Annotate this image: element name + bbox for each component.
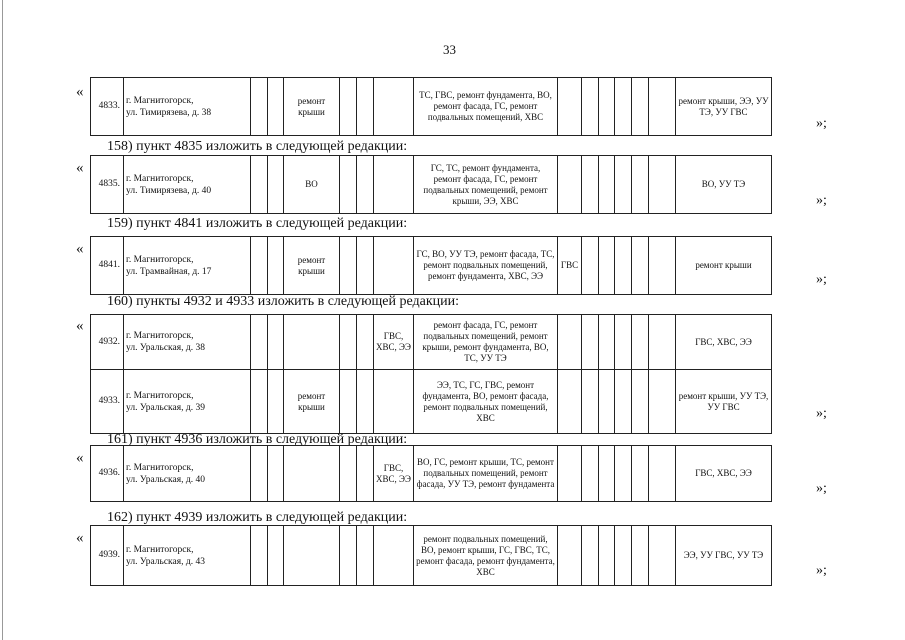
work-types-cell — [558, 446, 582, 502]
table-row — [91, 315, 772, 370]
address-street: ул. Трамвайная, д. 17 — [126, 266, 212, 277]
close-quote: »; — [816, 481, 827, 496]
address-city: г. Магнитогорск, — [126, 173, 194, 184]
empty-cell — [615, 237, 632, 295]
empty-cell — [599, 78, 615, 136]
address-street: ул. Уральская, д. 38 — [126, 343, 205, 353]
empty-cell — [357, 315, 374, 370]
address-cell — [124, 526, 251, 586]
amendment-heading: 160) пункты 4932 и 4933 изложить в следующей редакции: — [107, 294, 460, 309]
address-street: ул. Уральская, д. 43 — [126, 556, 205, 567]
empty-cell — [599, 237, 615, 295]
address-city: г. Магнитогорск, — [126, 95, 194, 106]
empty-cell — [268, 526, 284, 586]
table-row — [91, 370, 772, 434]
empty-cell — [582, 78, 599, 136]
work-types-cell: ГВС — [558, 237, 582, 295]
work-types-cell: ГС, ТС, ремонт фундамента, ремонт фасада, ГС, ремонт подвальных помещений, ремонт крыши, ЭЭ, ХВС — [414, 156, 558, 214]
empty-cell — [615, 315, 632, 370]
empty-cell — [649, 370, 676, 434]
empty-cell — [582, 446, 599, 502]
address-street: ул. Уральская, д. 39 — [126, 402, 205, 413]
empty-cell — [357, 370, 374, 434]
amendment-table — [90, 155, 772, 214]
empty-cell — [340, 156, 357, 214]
close-quote: »; — [816, 406, 827, 421]
open-quote: « — [76, 450, 84, 466]
empty-cell — [340, 315, 357, 370]
empty-cell — [251, 446, 268, 502]
empty-cell — [251, 78, 268, 136]
row-number: 4933. — [91, 370, 124, 434]
empty-cell — [340, 370, 357, 434]
work-types-cell: ремонт крыши — [284, 370, 340, 434]
page-edge-line — [2, 0, 3, 640]
address-cell — [124, 370, 251, 434]
work-types-cell — [374, 526, 414, 586]
empty-cell — [357, 446, 374, 502]
address-cell — [124, 237, 251, 295]
row-number: 4939. — [91, 526, 124, 586]
empty-cell — [268, 156, 284, 214]
amendment-heading: 159) пункт 4841 изложить в следующей редакции: — [107, 216, 408, 231]
work-types-cell: ГВС, ХВС, ЭЭ — [676, 315, 772, 370]
work-types-cell — [558, 156, 582, 214]
empty-cell — [340, 526, 357, 586]
row-number: 4835. — [91, 156, 124, 214]
empty-cell — [615, 446, 632, 502]
address-cell — [124, 78, 251, 136]
work-types-cell — [558, 78, 582, 136]
address-city: г. Магнитогорск, — [126, 544, 194, 555]
page-number: 33 — [443, 42, 456, 57]
address-cell — [124, 156, 251, 214]
work-types-cell: ремонт крыши, ЭЭ, УУ ТЭ, УУ ГВС — [676, 78, 772, 136]
empty-cell — [615, 78, 632, 136]
table-row — [91, 526, 772, 586]
amendment-table — [90, 314, 772, 434]
work-types-cell: ремонт крыши — [676, 237, 772, 295]
work-types-cell: ЭЭ, ТС, ГС, ГВС, ремонт фундамента, ВО, ремонт фасада, ремонт подвальных помещений, ХВС — [414, 370, 558, 434]
work-types-cell: ГВС, ХВС, ЭЭ — [676, 446, 772, 502]
empty-cell — [649, 315, 676, 370]
empty-cell — [615, 156, 632, 214]
row-number: 4841. — [91, 237, 124, 295]
empty-cell — [632, 315, 649, 370]
work-types-cell: ГВС, ХВС, ЭЭ — [374, 446, 414, 502]
work-types-cell — [374, 78, 414, 136]
table-row — [91, 156, 772, 214]
empty-cell — [340, 237, 357, 295]
empty-cell — [268, 78, 284, 136]
empty-cell — [632, 446, 649, 502]
amendment-table — [90, 77, 772, 136]
open-quote: « — [76, 84, 84, 100]
empty-cell — [357, 526, 374, 586]
open-quote: « — [76, 241, 84, 257]
work-types-cell: ремонт фасада, ГС, ремонт подвальных помещений, ремонт крыши, ремонт фундамента, ВО, ТС, УУ ТЭ — [414, 315, 558, 370]
row-number: 4833. — [91, 78, 124, 136]
empty-cell — [615, 526, 632, 586]
empty-cell — [599, 446, 615, 502]
work-types-cell — [374, 237, 414, 295]
empty-cell — [251, 156, 268, 214]
work-types-cell — [558, 526, 582, 586]
empty-cell — [649, 237, 676, 295]
empty-cell — [649, 156, 676, 214]
work-types-cell: ГВС, ХВС, ЭЭ — [374, 315, 414, 370]
empty-cell — [649, 446, 676, 502]
address-street: ул. Тимирязева, д. 40 — [126, 185, 212, 196]
empty-cell — [582, 237, 599, 295]
close-quote: »; — [816, 272, 827, 287]
amendment-heading: 162) пункт 4939 изложить в следующей редакции: — [107, 510, 408, 525]
empty-cell — [268, 237, 284, 295]
work-types-cell: ВО, ГС, ремонт крыши, ТС, ремонт подвальных помещений, ремонт фасада, УУ ТЭ, ремонт фундамента — [414, 446, 558, 502]
empty-cell — [599, 526, 615, 586]
work-types-cell: ремонт крыши, УУ ТЭ, УУ ГВС — [676, 370, 772, 434]
work-types-cell: ремонт крыши — [284, 78, 340, 136]
empty-cell — [357, 156, 374, 214]
amendment-table — [90, 445, 772, 502]
amendment-table — [90, 525, 772, 586]
address-city: г. Магнитогорск, — [126, 462, 194, 473]
work-types-cell — [558, 370, 582, 434]
work-types-cell: ЭЭ, УУ ГВС, УУ ТЭ — [676, 526, 772, 586]
table-row — [91, 446, 772, 502]
work-types-cell — [284, 526, 340, 586]
empty-cell — [251, 370, 268, 434]
empty-cell — [632, 237, 649, 295]
empty-cell — [340, 446, 357, 502]
work-types-cell: ТС, ГВС, ремонт фундамента, ВО, ремонт фасада, ГС, ремонт подвальных помещений, ХВС — [414, 78, 558, 136]
empty-cell — [599, 315, 615, 370]
address-city: г. Магнитогорск, — [126, 390, 194, 401]
empty-cell — [632, 526, 649, 586]
close-quote: »; — [816, 116, 827, 131]
amendment-heading: 158) пункт 4835 изложить в следующей редакции: — [107, 139, 408, 154]
empty-cell — [649, 78, 676, 136]
empty-cell — [268, 446, 284, 502]
empty-cell — [251, 315, 268, 370]
work-types-cell — [374, 156, 414, 214]
empty-cell — [357, 78, 374, 136]
empty-cell — [582, 526, 599, 586]
empty-cell — [649, 526, 676, 586]
empty-cell — [340, 78, 357, 136]
work-types-cell: ВО, УУ ТЭ — [676, 156, 772, 214]
address-street: ул. Уральская, д. 40 — [126, 474, 205, 485]
work-types-cell: ремонт подвальных помещений, ВО, ремонт крыши, ГС, ГВС, ТС, ремонт фасада, ремонт фундамента, ХВС — [414, 526, 558, 586]
work-types-cell — [558, 315, 582, 370]
empty-cell — [599, 370, 615, 434]
work-types-cell: ГС, ВО, УУ ТЭ, ремонт фасада, ТС, ремонт подвальных помещений, ремонт фундамента, ХВС, ЭЭ — [414, 237, 558, 295]
table-row — [91, 237, 772, 295]
row-number: 4936. — [91, 446, 124, 502]
address-city: г. Магнитогорск, — [126, 331, 194, 341]
work-types-cell — [374, 370, 414, 434]
empty-cell — [582, 315, 599, 370]
empty-cell — [632, 78, 649, 136]
row-number: 4932. — [91, 315, 124, 370]
address-cell — [124, 446, 251, 502]
work-types-cell — [284, 446, 340, 502]
empty-cell — [582, 370, 599, 434]
amendment-table — [90, 236, 772, 295]
empty-cell — [582, 156, 599, 214]
empty-cell — [632, 156, 649, 214]
empty-cell — [268, 315, 284, 370]
empty-cell — [632, 370, 649, 434]
work-types-cell — [284, 315, 340, 370]
close-quote: »; — [816, 563, 827, 578]
empty-cell — [357, 237, 374, 295]
empty-cell — [251, 237, 268, 295]
empty-cell — [615, 370, 632, 434]
work-types-cell: ВО — [284, 156, 340, 214]
open-quote: « — [76, 318, 84, 334]
address-city: г. Магнитогорск, — [126, 254, 194, 265]
table-row — [91, 78, 772, 136]
work-types-cell: ремонт крыши — [284, 237, 340, 295]
amendment-heading: 161) пункт 4936 изложить в следующей редакции: — [107, 432, 408, 447]
empty-cell — [599, 156, 615, 214]
empty-cell — [251, 526, 268, 586]
address-cell — [124, 315, 251, 370]
open-quote: « — [76, 530, 84, 546]
empty-cell — [268, 370, 284, 434]
open-quote: « — [76, 160, 84, 176]
close-quote: »; — [816, 193, 827, 208]
address-street: ул. Тимирязева, д. 38 — [126, 107, 212, 118]
